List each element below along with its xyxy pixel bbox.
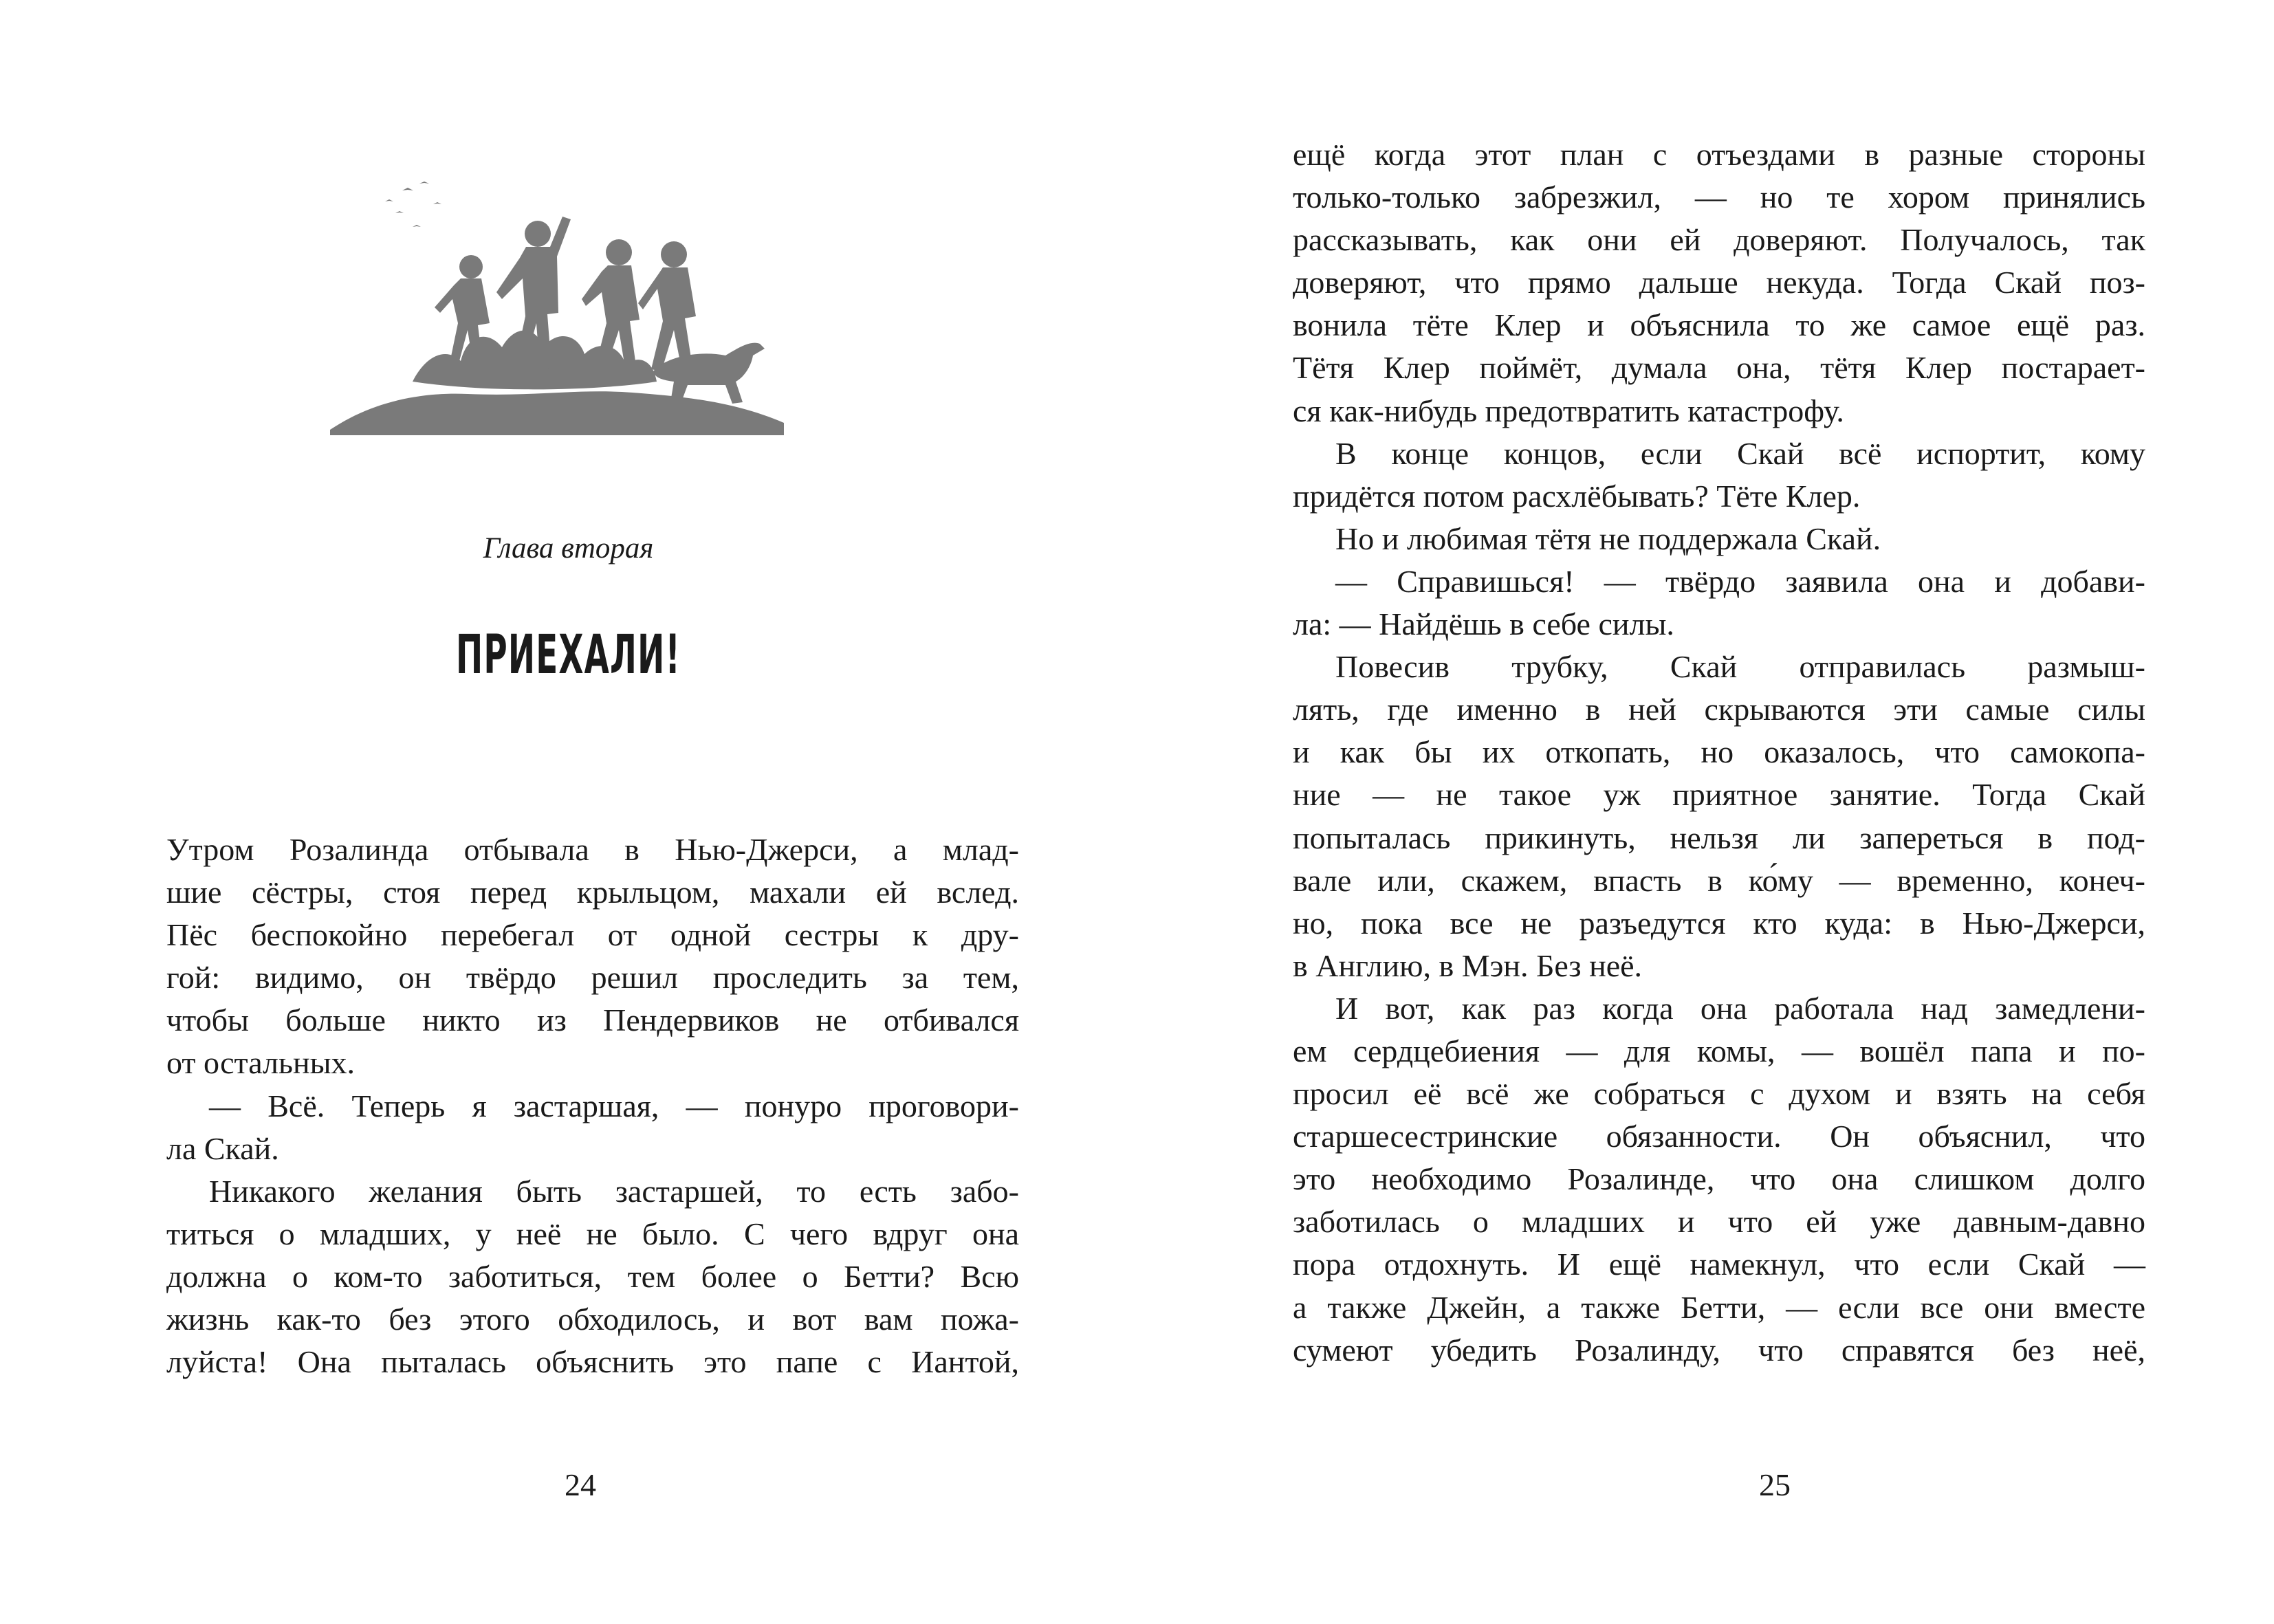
text-line: — Справишься! — твёрдо заявила она и добави- <box>1335 563 2145 599</box>
text-line: ся как-нибудь предотвратить катастрофу. <box>1293 393 1844 428</box>
text-line: лять, где именно в ней скрываются эти самые силы <box>1293 692 2145 727</box>
chapter-label: Глава вторая <box>483 532 654 564</box>
text-line: И вот, как раз когда она работала над замедлени- <box>1335 990 2145 1026</box>
text-line: ла: — Найдёшь в себе силы. <box>1293 606 1674 642</box>
text-line: Утром Розалинда отбывала в Нью-Джерси, а млад- <box>166 832 1019 867</box>
text-line: но, пока все не разъедутся кто куда: в Нью-Джерси, <box>1293 905 2145 941</box>
text-line: Повесив трубку, Скай отправилась размыш- <box>1335 649 2145 685</box>
text-line: доверяют, что прямо дальше некуда. Тогда Скай поз- <box>1293 265 2145 300</box>
text-line: Никакого желания быть застаршей, то есть забо- <box>209 1173 1019 1209</box>
text-line: вонила тёте Клер и объяснила то же самое ещё раз. <box>1293 307 2145 343</box>
text-line: вале или, скажем, впасть в ко́му — временно, конеч- <box>1293 862 2145 898</box>
page-number: 25 <box>1759 1467 1791 1502</box>
text-line: старшесестринские обязанности. Он объяснил, что <box>1293 1119 2145 1154</box>
text-line: сумеют убедить Розалинду, что справятся без неё, <box>1293 1332 2145 1368</box>
text-line: и как бы их откопать, но оказалось, что самокопа- <box>1293 734 2145 770</box>
text-line: шие сёстры, стоя перед крыльцом, махали ей вслед. <box>166 875 1019 910</box>
text-line: ние — не такое уж приятное занятие. Тогда Скай <box>1293 777 2145 813</box>
text-line: ла Скай. <box>166 1130 279 1166</box>
text-line: это необходимо Розалинде, что она слишком долго <box>1293 1161 2145 1197</box>
right-page-body <box>1293 133 2145 1372</box>
page-number: 24 <box>565 1467 596 1502</box>
text-line: В конце концов, если Скай всё испортит, кому <box>1335 435 2145 471</box>
text-line: титься о младших, у неё не было. С чего вдруг она <box>166 1216 1019 1251</box>
text-line: Пёс беспокойно перебегал от одной сестры к дру- <box>166 917 1019 953</box>
text-line: заботилась о младших и что ей уже давным-давно <box>1293 1204 2145 1240</box>
right-page <box>1137 0 2274 1624</box>
text-line: — Всё. Теперь я застаршая, — понуро проговори- <box>209 1088 1019 1123</box>
left-page-body <box>166 829 1019 1383</box>
text-line: Тётя Клер поймёт, думала она, тётя Клер постарает- <box>1293 350 2145 386</box>
text-line: должна о ком-то заботиться, тем более о Бетти? Всю <box>166 1258 1019 1294</box>
text-line: жизнь как-то без этого обходилось, и вот вам пожа- <box>166 1302 1019 1337</box>
text-line: Но и любимая тётя не поддержала Скай. <box>1335 520 1881 556</box>
text-line: гой: видимо, он твёрдо решил проследить за тем, <box>166 960 1019 996</box>
text-line: только-только забрезжил, — но те хором принялись <box>1293 179 2145 215</box>
text-line: рассказывать, как они ей доверяют. Получалось, так <box>1293 222 2145 258</box>
text-line: ем сердцебиения — для комы, — вошёл папа и по- <box>1293 1033 2145 1068</box>
text-line: от остальных. <box>166 1045 356 1081</box>
text-line: пора отдохнуть. И ещё намекнул, что если Скай — <box>1293 1247 2145 1282</box>
running-children-illustration <box>330 175 784 437</box>
text-line: в Англию, в Мэн. Без неё. <box>1293 947 1643 983</box>
chapter-title: ПРИЕХАЛИ! <box>455 624 681 686</box>
text-line: а также Джейн, а также Бетти, — если все они вместе <box>1293 1289 2145 1325</box>
text-line: придётся потом расхлёбывать? Тёте Клер. <box>1293 478 1861 514</box>
text-line: ещё когда этот план с отъездами в разные стороны <box>1293 137 2145 172</box>
text-line: просил её всё же собраться с духом и взять на себя <box>1293 1076 2145 1112</box>
text-line: луйста! Она пыталась объяснить это папе с Иантой, <box>166 1344 1019 1380</box>
text-line: чтобы больше никто из Пендервиков не отбивался <box>166 1002 1019 1038</box>
text-line: попыталась прикинуть, нельзя ли запереться в под- <box>1293 820 2145 855</box>
